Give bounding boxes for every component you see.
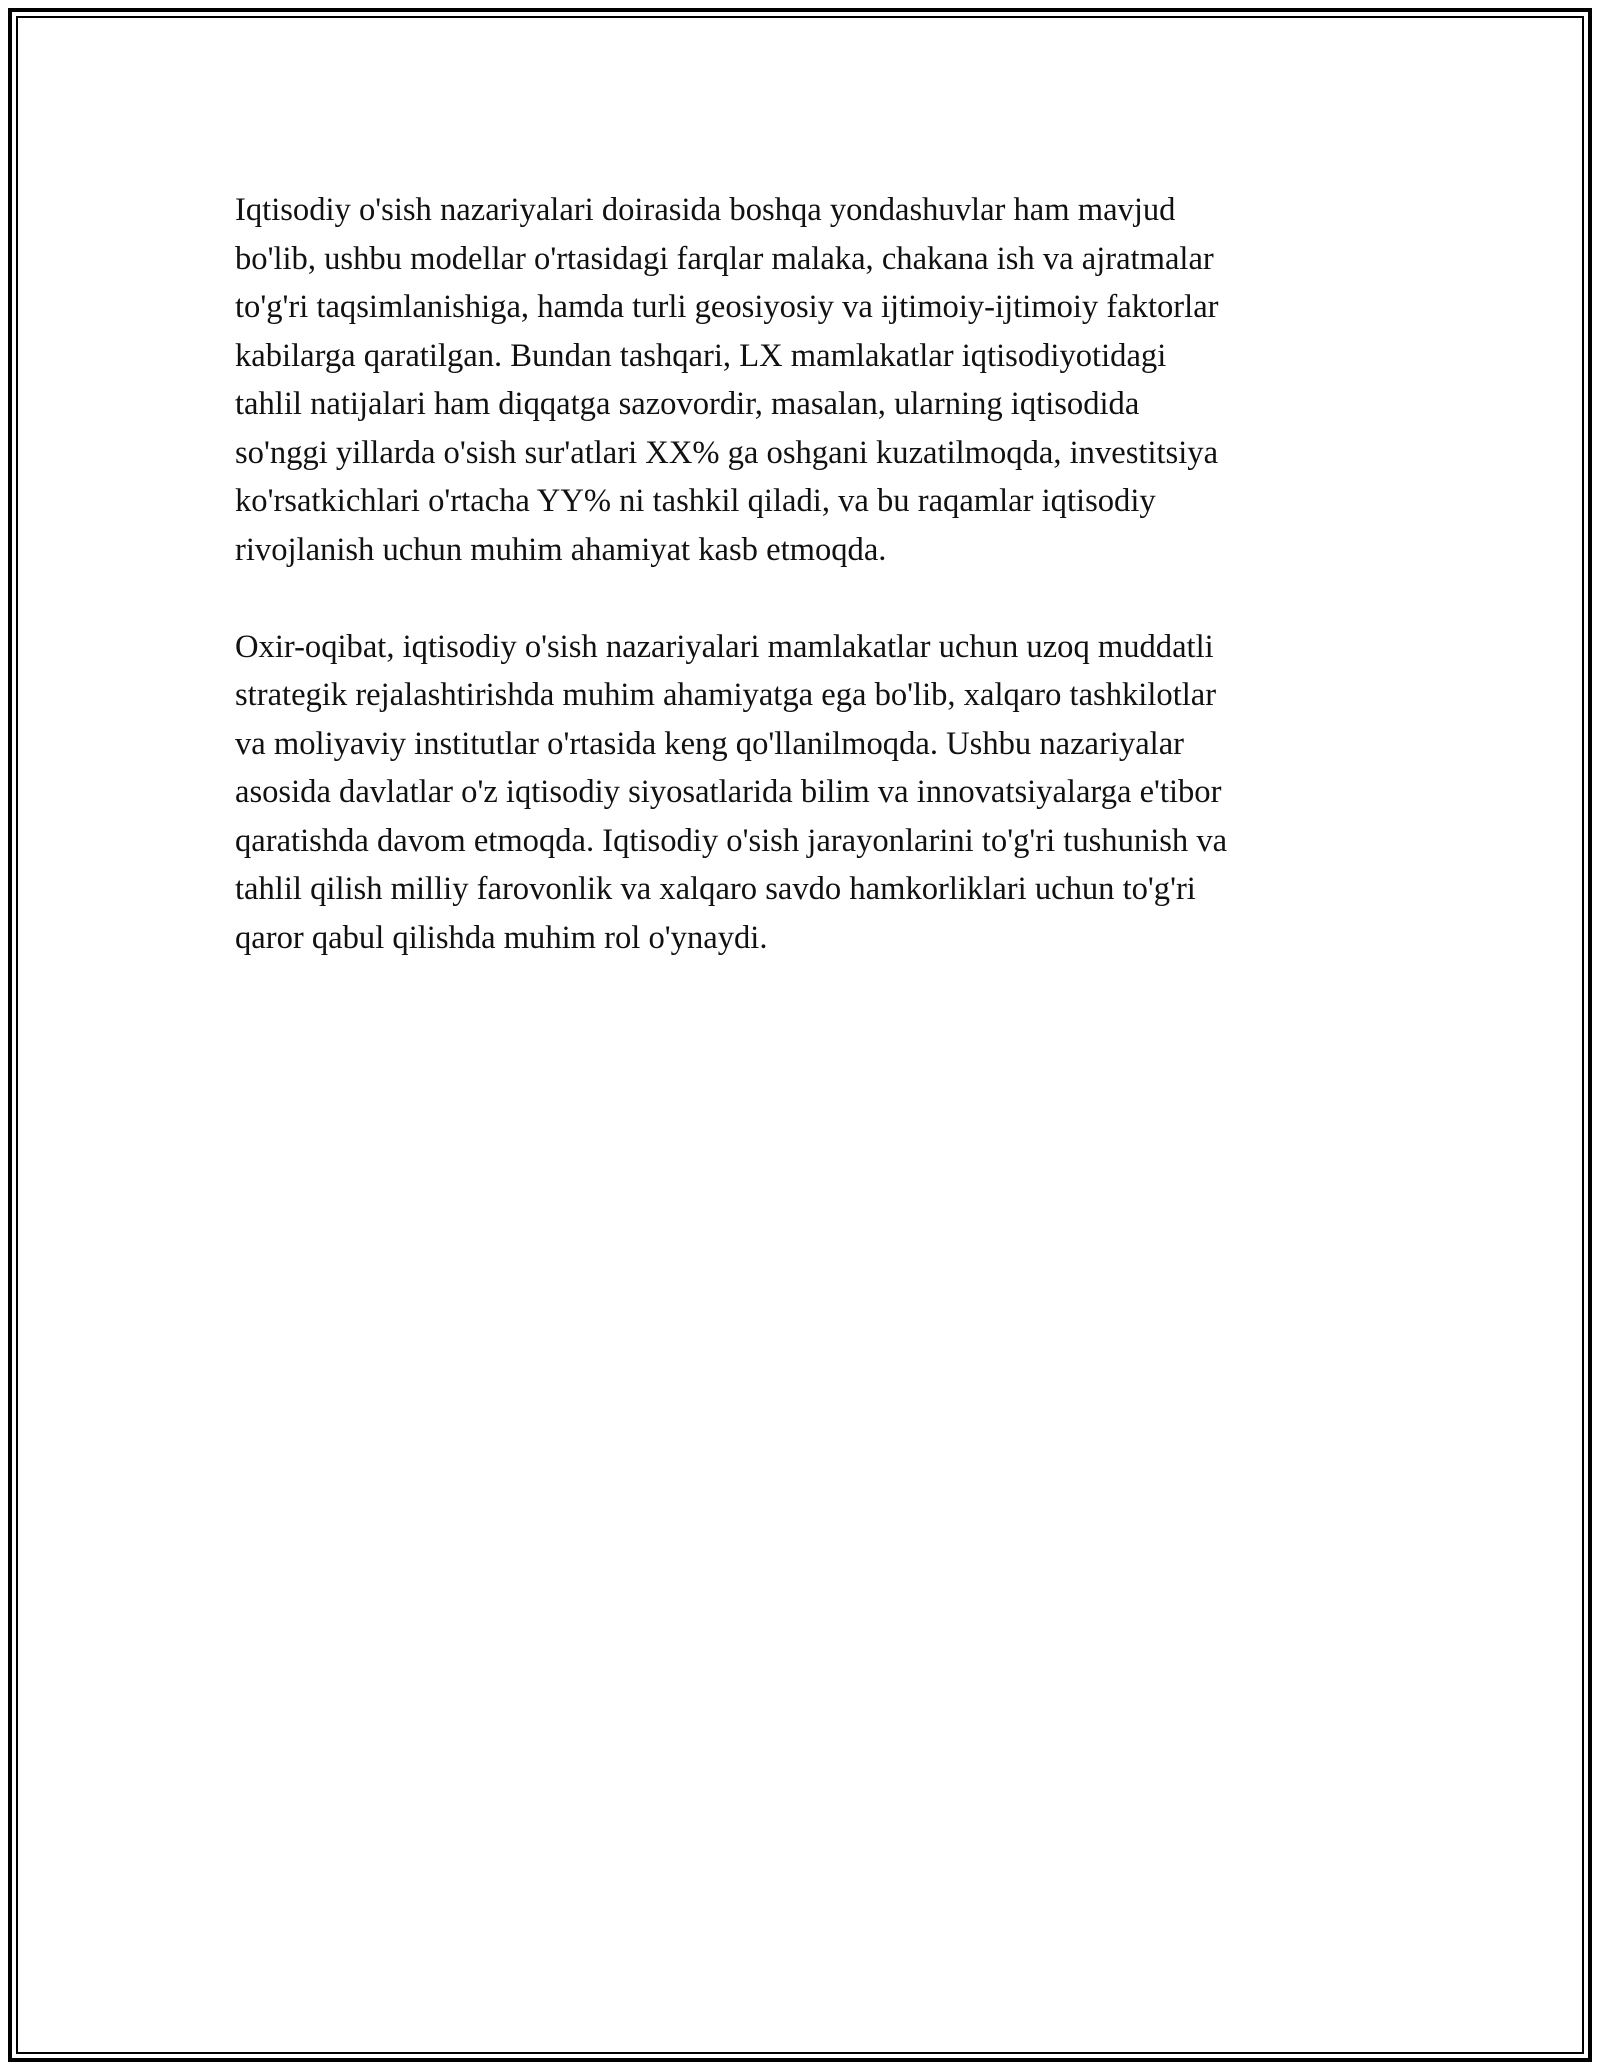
paragraph-2: Oxir-oqibat, iqtisodiy o'sish nazariyalari mamlakatlar uchun uzoq muddatli strategik rejalashtirishda muhim ahamiyatga ega bo'lib, xalqaro tashkilotlar va moliyaviy institutlar o'rtasida keng qo'llanilmoqda. Ushbu nazariyalar asosida davlatlar o'z iqtisodiy siyosatlarida bilim va innovatsiyalarga e'tibor qaratishda davom etmoqda. Iqtisodiy o'sish jarayonlarini to'g'ri tushunish va tahlil qilish milliy farovonlik va xalqaro savdo hamkorliklari uchun to'g'ri qaror qabul qilishda muhim rol o'ynaydi. (235, 628, 1228, 956)
paragraph-1: Iqtisodiy o'sish nazariyalari doirasida boshqa yondashuvlar ham mavjud bo'lib, ushbu modellar o'rtasidagi farqlar malaka, chakana ish va ajratmalar to'g'ri taqsimlanishiga, hamda turli geosiyosiy va ijtimoiy-ijtimoiy faktorlar kabilarga qaratilgan. Bundan tashqari, LX mamlakatlar iqtisodiyotidagi tahlil natijalari ham diqqatga sazovordir, masalan, ularning iqtisodida so'nggi yillarda o'sish sur'atlari XX% ga oshgani kuzatilmoqda, investitsiya ko'rsatkichlari o'rtacha YY% ni tashkil qiladi, va bu raqamlar iqtisodiy rivojlanish uchun muhim ahamiyat kasb etmoqda. (235, 192, 1219, 568)
document-body (235, 186, 1375, 1011)
